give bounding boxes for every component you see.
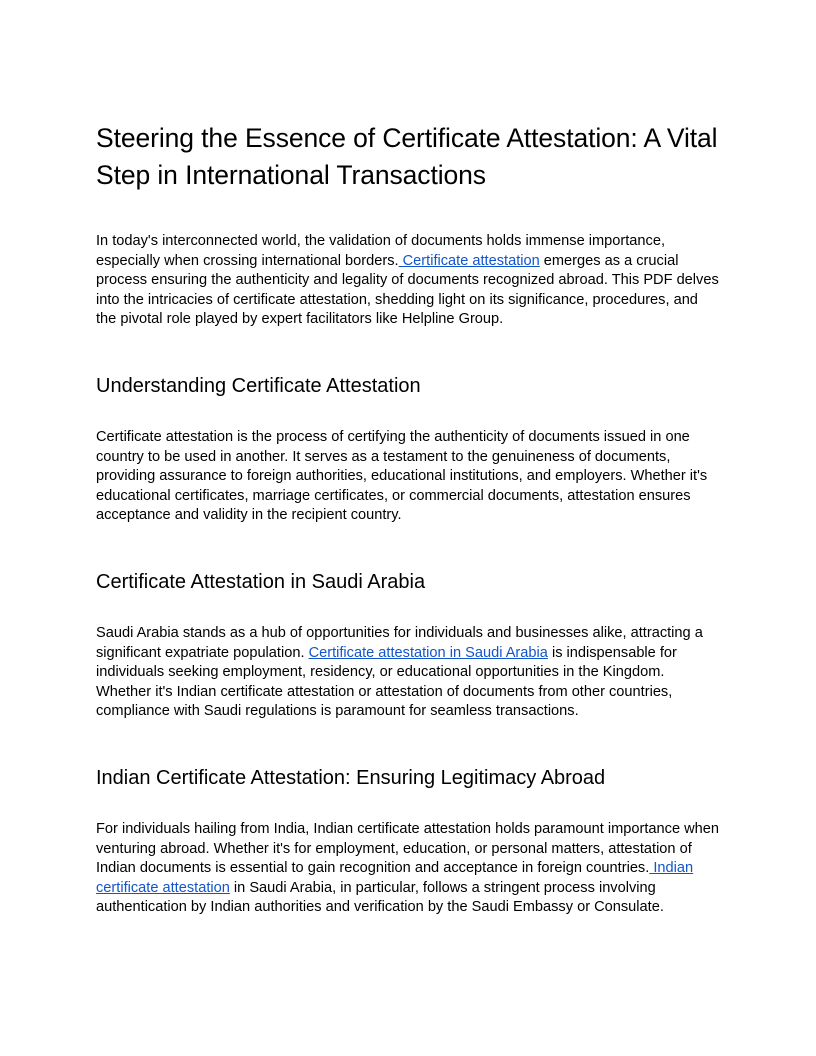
saudi-text-before-link: Saudi Arabia stands as a hub of opportunities for individuals and businesses alike, attracting a significant expatriate population.: [96, 625, 703, 661]
section-heading-saudi-arabia: Certificate Attestation in Saudi Arabia: [96, 571, 426, 593]
indian-text-before-link: For individuals hailing from India, Indian certificate attestation holds paramount importance when venturing abroad. Whether it's for employment, education, or personal matters, attestation of Indian documents is essential to gain recognition and acceptance in foreign countries.: [96, 821, 720, 876]
indian-certificate-attestation-link[interactable]: Indian certificate attestation: [96, 860, 694, 896]
section-heading-indian: Indian Certificate Attestation: Ensuring Legitimacy Abroad: [96, 767, 606, 789]
certificate-attestation-saudi-link[interactable]: Certificate attestation in Saudi Arabia: [308, 644, 548, 661]
certificate-attestation-link[interactable]: Certificate attestation: [398, 252, 540, 269]
indian-text-after-link: in Saudi Arabia, in particular, follows a stringent process involving authentication by Indian authorities and verification by the Saudi Embassy or Consulate.: [96, 879, 664, 915]
intro-paragraph: [96, 232, 722, 330]
saudi-text-after-link: is indispensable for individuals seeking employment, residency, or educational opportunities in the Kingdom. Whether it's Indian certificate attestation or attestation of documents from other countries, compliance with Saudi regulations is paramount for seamless transactions.: [96, 644, 677, 719]
intro-text-after-link: emerges as a crucial process ensuring the authenticity and legality of documents recognized abroad. This PDF delves into the intricacies of certificate attestation, shedding light on its significance, procedures, and the pivotal role played by expert facilitators like Helpline Group.: [96, 252, 719, 327]
section-body-indian: [96, 820, 722, 918]
intro-text-before-link: In today's interconnected world, the validation of documents holds immense importance, especially when crossing international borders.: [96, 233, 666, 269]
section-heading-understanding: Understanding Certificate Attestation: [96, 375, 421, 397]
document-title: Steering the Essence of Certificate Attestation: A Vital Step in International Transactions: [96, 123, 718, 190]
section-body-saudi-arabia: [96, 624, 722, 722]
section-body-understanding: Certificate attestation is the process of certifying the authenticity of documents issued in one country to be used in another. It serves as a testament to the genuineness of documents, providing assurance to foreign authorities, educational institutions, and employers. Whether it's educational certificates, marriage certificates, or commercial documents, attestation ensures acceptance and validity in the recipient country.: [96, 429, 708, 523]
